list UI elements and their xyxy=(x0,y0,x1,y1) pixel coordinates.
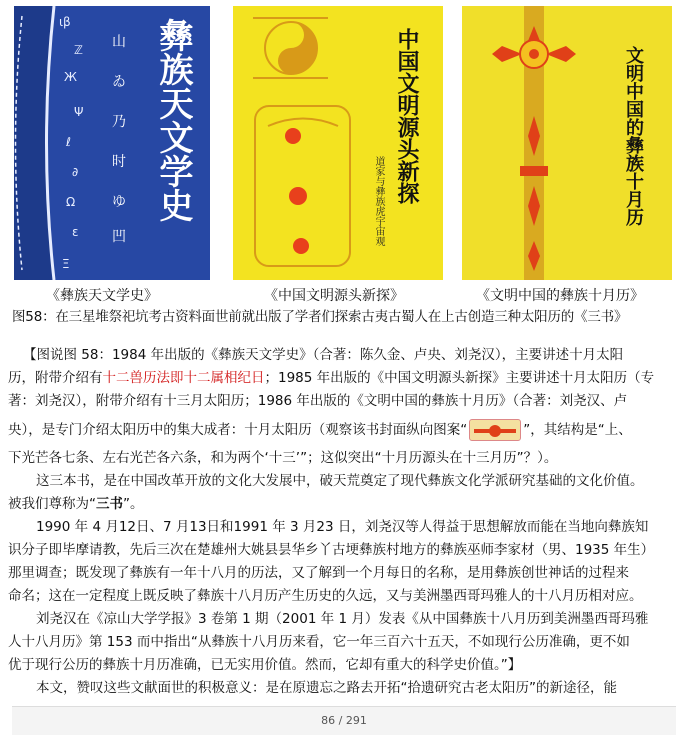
svg-text:∂: ∂ xyxy=(72,165,79,179)
caption-1: 《彝族天文学史》 xyxy=(46,288,158,304)
svg-text:ιβ: ιβ xyxy=(59,15,71,29)
para-4-line-2: 人十八月历》第 153 而中指出“从彝族十八月历来看，它一年三百六十五天，不如现行公历准确，更不如 xyxy=(8,634,630,650)
svg-text:ε: ε xyxy=(72,225,79,239)
text: 央），是专门介绍太阳历中的集大成者：十月太阳历（观察该书封面纵向图案“ xyxy=(8,422,468,438)
sun-pattern-icon xyxy=(469,419,521,441)
bold-text: 三书 xyxy=(96,496,123,512)
para-1-line-3: 著：刘尧汉），附带介绍有十三月太阳历；1986 年出版的《文明中国的彝族十月历》（合著：刘尧汉、卢 xyxy=(8,393,628,409)
para-3-line-1: 1990 年 4 月12日、7 月13日和1991 年 3 月23 日，刘尧汉等人得益于思想解放而能在当地向彝族知 xyxy=(36,519,649,535)
svg-text:时: 时 xyxy=(112,154,126,170)
caption-2: 《中国文明源头新探》 xyxy=(264,288,404,304)
para-2-line-1: 这三本书，是在中国改革开放的文化大发展中，破天荒奠定了现代彝族文化学派研究基础的文化价值。 xyxy=(36,473,644,489)
book-covers xyxy=(0,0,688,285)
cover-captions xyxy=(0,285,688,305)
para-1-line-2 xyxy=(8,367,682,390)
para-5-line-1: 本文，赞叹这些文献面世的积极意义：是在原遗忘之路去开拓“拾遗研究古老太阳历”的新途径，能 xyxy=(36,680,617,696)
svg-text:山: 山 xyxy=(112,34,126,50)
svg-text:ゆ: ゆ xyxy=(112,194,126,210)
para-1-line-4 xyxy=(8,413,682,447)
highlight-text: 十二兽历法即十二属相纪日 xyxy=(102,370,265,386)
cover-wenming-shiyueli xyxy=(462,6,672,280)
cover-1-title: 彝族天文学史 xyxy=(153,18,193,222)
cover-yizu-tianwenxueshi xyxy=(14,6,210,280)
svg-text:Ξ: Ξ xyxy=(62,257,70,271)
text: ；1985 年出版的《中国文明源头新探》主要讲述十月太阳历（专 xyxy=(264,370,655,386)
svg-text:Ψ: Ψ xyxy=(74,105,84,119)
svg-text:ℓ: ℓ xyxy=(66,135,71,149)
para-1-line-5: 下光芒各七条、左右光芒各六条，和为两个‘十三’”；这似突出“十月历源头在十三月历”？）。 xyxy=(8,450,558,466)
svg-text:Ж: Ж xyxy=(64,70,77,84)
text: 历，附带介绍有 xyxy=(8,370,103,386)
figure-caption: 图58：在三星堆祭祀坑考古资料面世前就出版了学者们探索古夷古蜀人在上古创造三种太阳历的《三书》 xyxy=(12,309,628,325)
para-2-line-2 xyxy=(8,493,682,516)
caption-3: 《文明中国的彝族十月历》 xyxy=(476,288,644,304)
svg-text:凹: 凹 xyxy=(112,229,126,245)
para-4-line-3: 优于现行公历的彝族十月历准确，已无实用价值。然而，它却有重大的科学史价值。”】 xyxy=(8,657,522,673)
svg-text:ℤ: ℤ xyxy=(74,43,83,57)
para-3-line-4: 命名；这在一定程度上既反映了彝族十八月历产生历史的久远，又与美洲墨西哥玛雅人的十八月历相对应。 xyxy=(8,588,643,604)
article-body xyxy=(8,344,682,700)
para-3-line-3: 那里调查；既发现了彝族有一年十八月的历法，又了解到一个月每日的名称，是用彝族创世神话的过程来 xyxy=(8,565,629,581)
para-3-line-2: 识分子即毕摩请教，先后三次在楚雄州大姚县昙华乡丫古埂彝族村地方的彝族巫师李家材（男、1935 年生） xyxy=(8,542,655,558)
cover-zhongguo-wenming xyxy=(233,6,443,280)
text: ”，其结构是“上、 xyxy=(523,422,632,438)
text: 被我们尊称为“ xyxy=(8,496,96,512)
para-4-line-1: 刘尧汉在《凉山大学学报》3 卷第 1 期（2001 年 1 月）发表《从中国彝族十八月历到美洲墨西哥玛雅 xyxy=(36,611,649,627)
svg-text:Ω: Ω xyxy=(66,195,76,209)
cover-2-subtitle: 道家与彝族虎宇宙观 xyxy=(373,156,384,246)
svg-text:乃: 乃 xyxy=(112,114,126,130)
cover-3-title: 文明中国的彝族十月历 xyxy=(623,46,644,226)
page-number: 86 / 291 xyxy=(321,714,367,727)
para-1-line-1: 【图说图 58：1984 年出版的《彝族天文学史》（合著：陈久金、卢央、刘尧汉），主要讲述十月太阳 xyxy=(23,347,624,363)
svg-text:ゐ: ゐ xyxy=(112,74,126,90)
text: ”。 xyxy=(123,496,144,512)
cover-2-title: 中国文明源头新探 xyxy=(394,28,419,204)
